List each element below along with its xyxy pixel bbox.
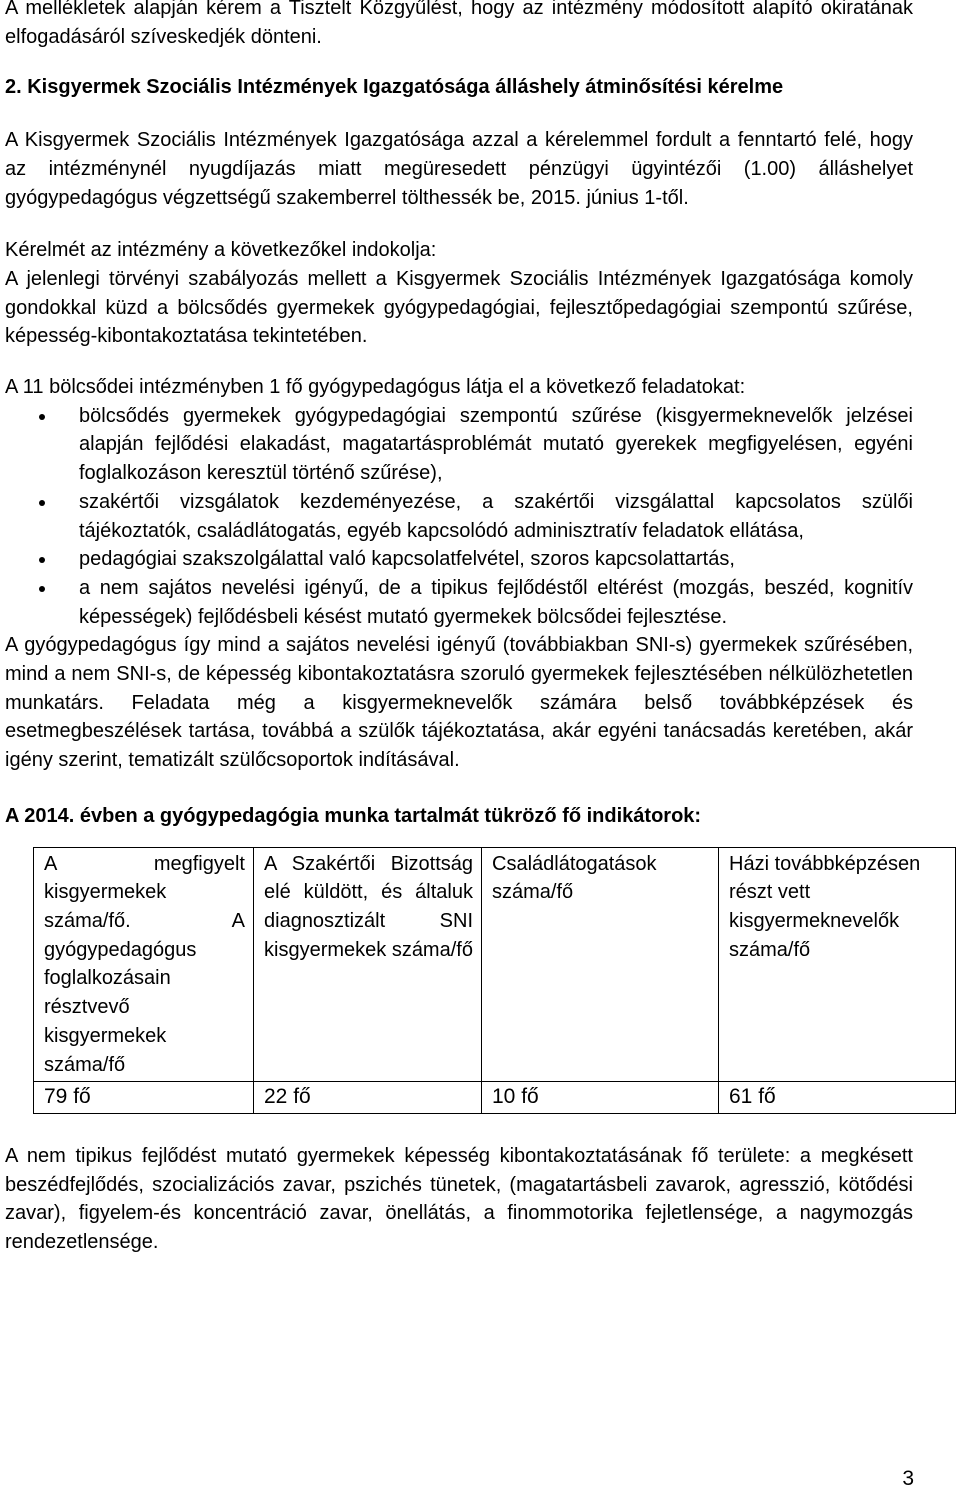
areas-paragraph: A nem tipikus fejlődést mutató gyermekek képesség kibontakoztatásának fő területe: a megkésett beszédfejlődés, szocializációs zavar, pszichés tünetek, (magatartásbeli zavarok, agresszió, kötődési zavar), figyelem-és koncentráció zavar, önellátás, a finommotorika fejletlensége, a nagymozgás rendezetlensége. [5, 1144, 913, 1254]
reason-lead: Kérelmét az intézmény a következőkel indokolja: [5, 239, 437, 262]
list-item: bölcsődés gyermekek gyógypedagógiai szempontú szűrése (kisgyermeknevelők jelzései alapján fejlődési elakadást, magatartásproblémát mutató gyerekek megfigyelésen, egyéni foglalkozáson keresztül történő szűrése), [5, 402, 913, 488]
table-header-row [34, 847, 956, 1082]
table-header-cell: Családlátogatások száma/fő [482, 847, 719, 1082]
reason-block [5, 236, 913, 351]
intro-paragraph: A mellékletek alapján kérem a Tisztelt Közgyűlést, hogy az intézmény módosított alapító okiratának elfogadásáról szíveskedjék dönteni. [5, 0, 913, 48]
section-heading: 2. Kisgyermek Szociális Intézmények Igazgatósága álláshely átminősítési kérelme [5, 76, 784, 99]
task-list [5, 402, 913, 632]
table-row [34, 1082, 956, 1114]
table-header-cell: A Szakértői Bizottság elé küldött, és általuk diagnosztizált SNI kisgyermekek száma/fő [254, 847, 482, 1082]
summary-paragraph: A gyógypedagógus így mind a sajátos nevelési igényű (továbbiakban SNI-s) gyermekek szűrésében, mind a nem SNI-s, de képesség kibontakoztatásra szoruló gyermekek fejlesztésében nélkülözhetetlen munkatárs. Feladata még a kisgyermeknevelők számára belső továbbképzések és esetmegbeszélések tartása, továbbá a szülők tájékoztatása, akár egyéni tanácsadás keretében, akár igény szerint, tematizált szülőcsoportok indításával. [5, 634, 913, 772]
table-cell: 10 fő [482, 1082, 719, 1114]
request-paragraph: A Kisgyermek Szociális Intézmények Igazgatósága azzal a kérelemmel fordult a fenntartó felé, hogy az intézménynél nyugdíjazás miatt megüresedett pénzügyi ügyintézői (1.00) álláshelyet gyógypedagógus végzettségű szakemberrel tölthessék be, 2015. június 1-től. [5, 129, 913, 209]
list-item: pedagógiai szakszolgálattal való kapcsolatfelvétel, szoros kapcsolattartás, [5, 545, 913, 574]
reason-paragraph: A jelenlegi törvényi szabályozás mellett a Kisgyermek Szociális Intézmények Igazgatósága komoly gondokkal küzd a bölcsődés gyermekek gyógypedagógiai, fejlesztőpedagógiai szempontú szűrése, képesség-kibontakoztatása tekintetében. [5, 267, 913, 348]
table-header-cell: A megfigyelt kisgyermekek száma/fő. A gyógypedagógus foglalkozásain résztvevő kisgyermekek száma/fő [34, 847, 254, 1082]
table-header-cell: Házi továbbképzésen részt vett kisgyermeknevelők száma/fő [719, 847, 956, 1082]
document-page [5, 0, 921, 1257]
table-cell: 61 fő [719, 1082, 956, 1114]
table-cell: 22 fő [254, 1082, 482, 1114]
table-cell: 79 fő [34, 1082, 254, 1114]
page-number: 3 [902, 1467, 914, 1490]
indicators-table [33, 847, 956, 1114]
list-item: a nem sajátos nevelési igényű, de a tipikus fejlődéstől eltérést (mozgás, beszéd, kognitív képességek) fejlődésbeli késést mutató gyermekek bölcsődei fejlesztése. [5, 574, 913, 631]
indicators-heading: A 2014. évben a gyógypedagógia munka tartalmát tükröző fő indikátorok: [5, 804, 702, 827]
tasks-paragraph: A 11 bölcsődei intézményben 1 fő gyógypedagógus látja el a következő feladatokat: [5, 376, 746, 399]
list-item: szakértői vizsgálatok kezdeményezése, a szakértői vizsgálattal kapcsolatos szülői tájékoztatók, családlátogatás, egyéb kapcsolódó adminisztratív feladatok ellátása, [5, 488, 913, 545]
